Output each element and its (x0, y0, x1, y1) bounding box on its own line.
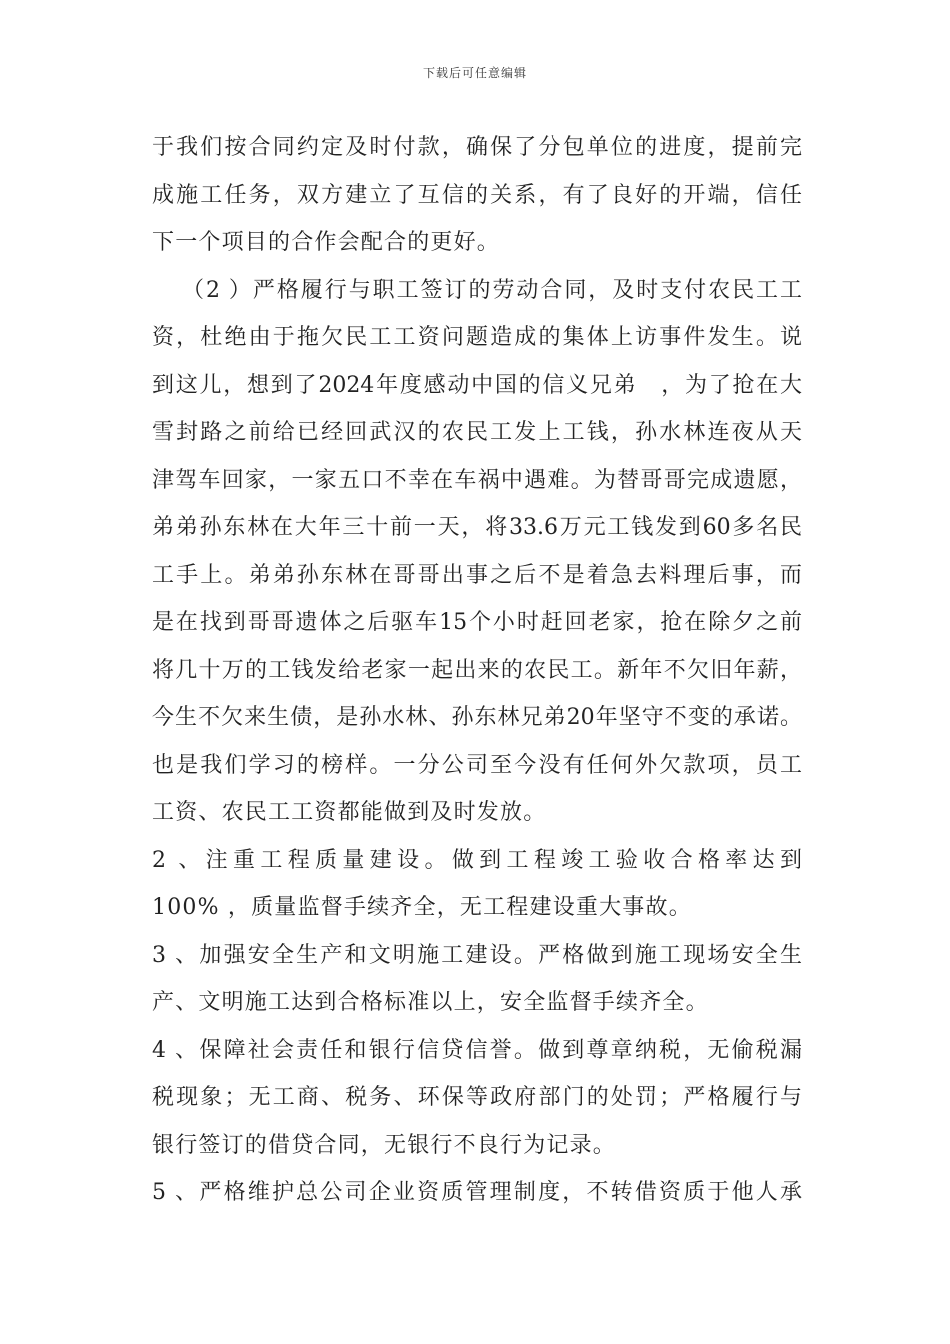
text-line: 今生不欠来生债，是孙水林、孙东林兄弟20年坚守不变的承诺。 (152, 705, 802, 730)
page-header: 下载后可任意编辑 (422, 66, 527, 80)
text-line: 产、文明施工达到合格标准以上，安全监督手续齐全。 (152, 990, 709, 1015)
text-line: 于我们按合同约定及时付款，确保了分包单位的进度，提前完 (152, 135, 802, 160)
document-body (152, 124, 802, 1217)
text-line: 将几十万的工钱发给老家一起出来的农民工。新年不欠旧年薪， (152, 657, 802, 683)
text-line: （2 ）严格履行与职工签订的劳动合同，及时支付农民工工 (182, 277, 802, 303)
text-line: 也是我们学习的榜样。一分公司至今没有任何外欠款项，员工 (152, 752, 802, 778)
text-line: 2 、注重工程质量建设。做到工程竣工验收合格率达到 (152, 847, 802, 873)
text-line: 成施工任务，双方建立了互信的关系，有了良好的开端，信任 (152, 182, 802, 208)
text-line: 税现象；无工商、税务、环保等政府部门的处罚；严格履行与 (152, 1085, 802, 1110)
text-line: 100% ，质量监督手续齐全，无工程建设重大事故。 (152, 895, 692, 920)
text-line: 是在找到哥哥遗体之后驱车15个小时赶回老家，抢在除夕之前 (152, 610, 802, 635)
text-line: 津驾车回家，一家五口不幸在车祸中遇难。为替哥哥完成遗愿， (152, 467, 802, 493)
text-line: 工资、农民工工资都能做到及时发放。 (152, 800, 547, 825)
text-line: 工手上。弟弟孙东林在哥哥出事之后不是着急去料理后事，而 (152, 562, 802, 588)
text-line: 5 、严格维护总公司企业资质管理制度，不转借资质于他人承 (152, 1180, 802, 1205)
text-line: 下一个项目的合作会配合的更好。 (152, 230, 501, 255)
text-line: 到这儿，想到了2024年度感动中国的信义兄弟 ，为了抢在大 (152, 372, 802, 398)
text-line: 资，杜绝由于拖欠民工工资问题造成的集体上访事件发生。说 (152, 325, 802, 350)
text-line: 3 、加强安全生产和文明施工建设。严格做到施工现场安全生 (152, 942, 802, 968)
text-line: 雪封路之前给已经回武汉的农民工发上工钱，孙水林连夜从天 (152, 420, 802, 445)
text-line: 弟弟孙东林在大年三十前一天，将33.6万元工钱发到60多名民 (152, 515, 802, 540)
text-line: 4 、保障社会责任和银行信贷信誉。做到尊章纳税，无偷税漏 (152, 1037, 802, 1063)
text-line: 银行签订的借贷合同，无银行不良行为记录。 (152, 1132, 617, 1158)
